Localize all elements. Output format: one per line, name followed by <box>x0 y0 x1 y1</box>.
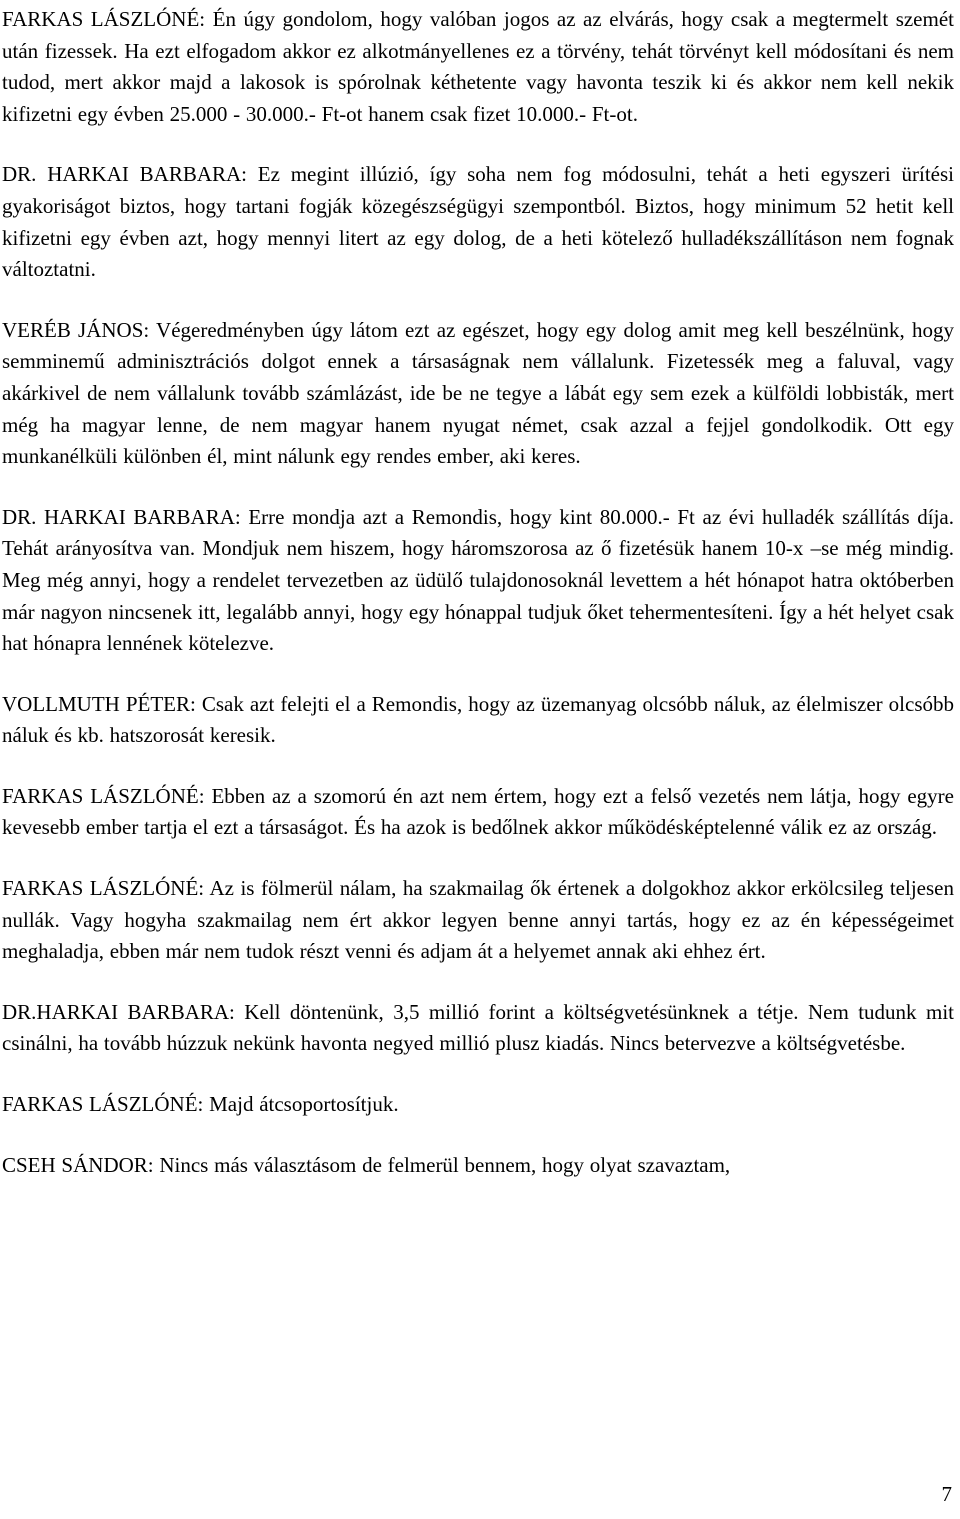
page-number: 7 <box>941 1482 952 1506</box>
paragraph-farkas-3: FARKAS LÁSZLÓNÉ: Az is fölmerül nálam, ha szakmailag ők értenek a dolgokhoz akkor erkölcsileg teljesen nullák. Vagy hogyha szakmailag nem ért akkor legyen benne annyi tartás, hogy ez az én képességeimet meghaladja, ebben már nem tudok részt venni és adjam át a helyemet annak aki ehhez ért. <box>2 876 954 964</box>
paragraph-harkai-3: DR.HARKAI BARBARA: Kell döntenünk, 3,5 millió forint a költségvetésünknek a tétje. Nem tudunk mit csinálni, ha tovább húzzuk nekünk havonta negyed millió plusz kiadás. Nincs betervezve a költségvetésbe. <box>2 999 954 1056</box>
paragraph-farkas-2: FARKAS LÁSZLÓNÉ: Ebben az a szomorú én azt nem értem, hogy ezt a felső vezetés nem látja, hogy egyre kevesebb ember tartja el ezt a társaságot. És ha azok is bedőlnek akkor működésképtelenné válik ez az ország. <box>2 783 954 840</box>
paragraph-vereb-1: VERÉB JÁNOS: Végeredményben úgy látom ezt az egészet, hogy egy dolog amit meg kell beszélnünk, hogy semminemű adminisztrációs dolgot ennek a társaságnak nem vállalunk. Fizetessék meg a faluval, vagy akárkivel de nem vállalunk tovább számlázást, ide be ne tegye a lábát egy sem ezek a külföldi lobbisták, mert még ha magyar lenne, de nem magyar hanem nyugat német, csak azzal a fejjel gondolkodik. Ott egy munkanélküli különben él, mint nálunk egy rendes ember, aki keres. <box>2 317 954 469</box>
paragraph-cseh-1: CSEH SÁNDOR: Nincs más választásom de felmerül bennem, hogy olyat szavaztam, <box>2 1152 731 1177</box>
paragraph-vollmuth-1: VOLLMUTH PÉTER: Csak azt felejti el a Remondis, hogy az üzemanyag olcsóbb náluk, az élelmiszer olcsóbb náluk és kb. hatszorosát keresik. <box>2 691 954 748</box>
paragraph-farkas-1: FARKAS LÁSZLÓNÉ: Én úgy gondolom, hogy valóban jogos az az elvárás, hogy csak a megtermelt szemét után fizessek. Ha ezt elfogadom akkor ez alkotmányellenes ez a törvény, tehát törvényt kell módosítani és nem tudod, mert akkor majd a lakosok is spórolnak kéthetente vagy havonta teszik ki és akkor nem kell nekik kifizetni egy évben 25.000 - 30.000.- Ft-ot hanem csak fizet 10.000.- Ft-ot. <box>2 7 954 126</box>
paragraph-harkai-2: DR. HARKAI BARBARA: Erre mondja azt a Remondis, hogy kint 80.000.- Ft az évi hulladék szállítás díja. Tehát arányosítva van. Mondjuk nem hiszem, hogy háromszorosa az ő fizetésük hanem 10-x –se még mindig. Meg még annyi, hogy a rendelet tervezetben az üdülő tulajdonosoknál levettem a hét hónapot hatra októberben már nagyon nincsenek itt, legalább annyi, hogy egy hónappal tudjuk őket tehermentesíteni. Így a hét helyet csak hat hónapra lennének kötelezve. <box>2 504 954 656</box>
paragraph-farkas-4: FARKAS LÁSZLÓNÉ: Majd átcsoportosítjuk. <box>2 1092 399 1117</box>
paragraph-harkai-1: DR. HARKAI BARBARA: Ez megint illúzió, így soha nem fog módosulni, tehát a heti egyszeri ürítési gyakoriságot biztos, hogy tartani fogják közegészségügyi szempontból. Biztos, hogy minimum 52 hetit kell kifizetni egy évben azt, hogy mennyi litert az egy dolog, de a heti kötelező hulladékszállításon nem fognak változtatni. <box>2 162 954 282</box>
